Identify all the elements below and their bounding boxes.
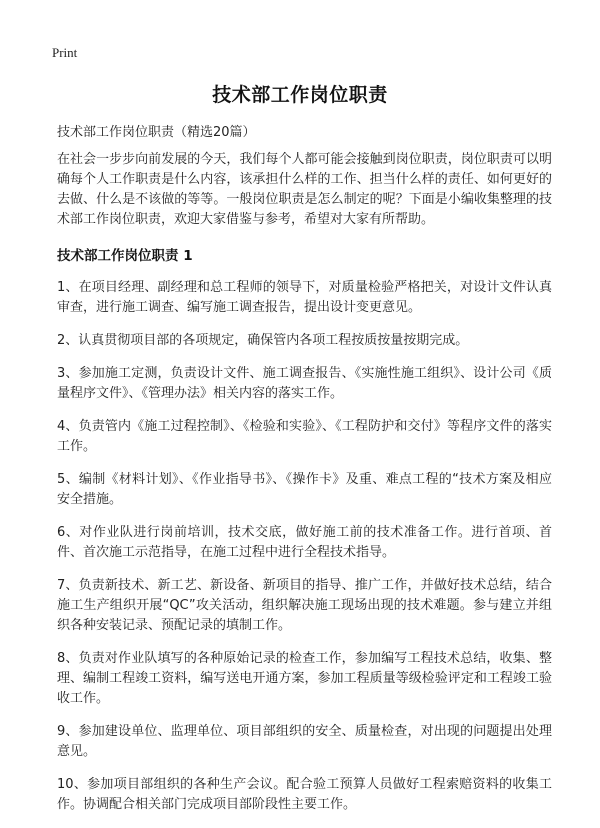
document-subtitle: 技术部工作岗位职责（精选20篇） <box>57 125 256 140</box>
intro-paragraph: 在社会一步步向前发展的今天，我们每个人都可能会接触到岗位职责，岗位职责可以明确每个人工作职责是什么内容，该承担什么样的工作、担当什么样的责任、如何更好的去做、什么是不该做的等等。一般岗位职责是怎么制定的呢？下面是小编收集整理的技术部工作岗位职责，欢迎大家借鉴与参考，希望对大家有所帮助。 <box>57 152 552 227</box>
list-item: 10、参加项目部组织的各种生产会议。配合验工预算人员做好工程索赔资料的收集工作。协调配合相关部门完成项目部阶段性主要工作。 <box>57 777 552 812</box>
list-item: 3、参加施工定测，负责设计文件、施工调查报告、《实施性施工组织》、设计公司《质量程序文件》、《管理办法》相关内容的落实工作。 <box>57 366 552 401</box>
page-title: 技术部工作岗位职责 <box>212 84 388 106</box>
print-label: Print <box>52 45 78 60</box>
list-item: 9、参加建设单位、监理单位、项目部组织的安全、质量检查，对出现的问题提出处理意见。 <box>57 724 552 759</box>
list-item: 5、编制《材料计划》、《作业指导书》、《操作卡》及重、难点工程的“技术方案及相应安全措施。 <box>57 472 552 507</box>
list-item: 1、在项目经理、副经理和总工程师的领导下，对质量检验严格把关，对设计文件认真审查，进行施工调查、编写施工调查报告，提出设计变更意见。 <box>57 280 552 315</box>
list-item: 4、负责管内《施工过程控制》、《检验和实验》、《工程防护和交付》等程序文件的落实工作。 <box>57 419 552 454</box>
list-item: 6、对作业队进行岗前培训，技术交底，做好施工前的技术准备工作。进行首项、首件、首次施工示范指导，在施工过程中进行全程技术指导。 <box>57 525 552 560</box>
list-item: 7、负责新技术、新工艺、新设备、新项目的指导、推广工作，并做好技术总结，结合施工生产组织开展“QC”攻关活动，组织解决施工现场出现的技术难题。参与建立并组织各种安装记录、预配记录的填制工作。 <box>57 578 552 633</box>
document-body <box>57 150 552 828</box>
list-item: 8、负责对作业队填写的各种原始记录的检查工作，参加编写工程技术总结，收集、整理、编制工程竣工资料，编写送电开通方案，参加工程质量等级检验评定和工程竣工验收工作。 <box>57 651 552 706</box>
section-heading: 技术部工作岗位职责 1 <box>57 248 193 264</box>
list-item: 2、认真贯彻项目部的各项规定，确保管内各项工程按质按量按期完成。 <box>57 333 469 348</box>
